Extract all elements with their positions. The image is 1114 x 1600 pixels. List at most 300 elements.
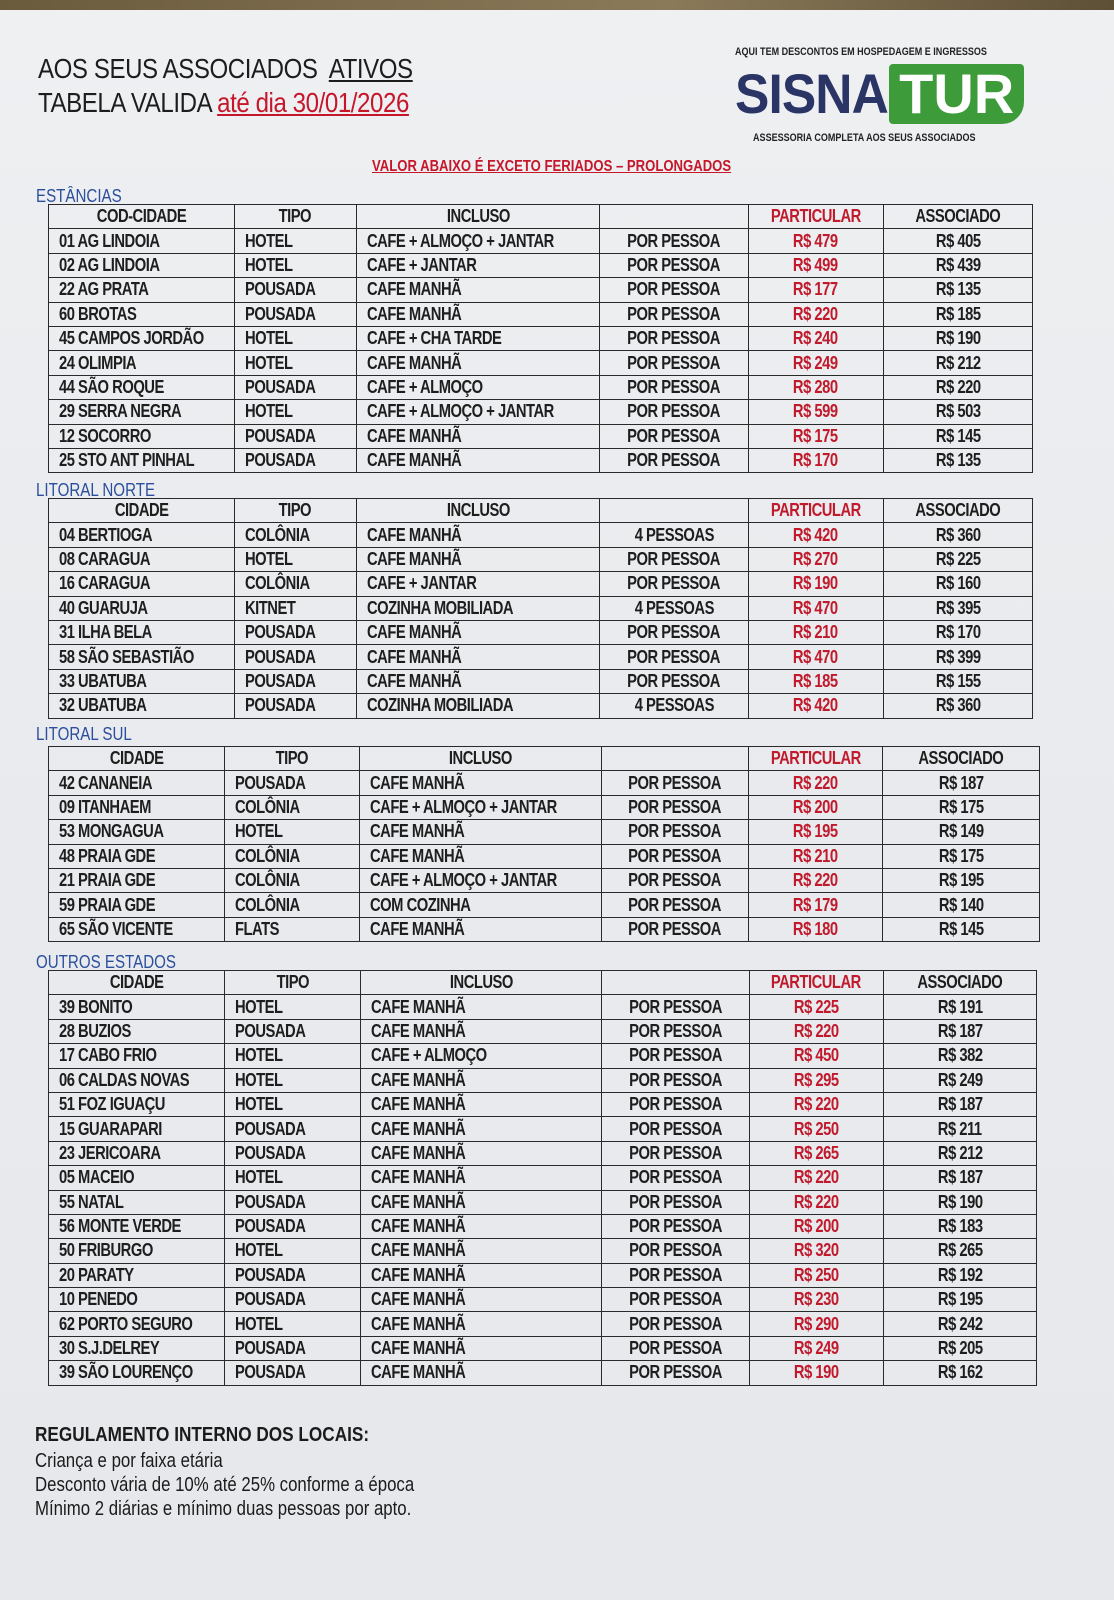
regulations-title: REGULAMENTO INTERNO DOS LOCAIS: bbox=[35, 1424, 370, 1446]
cell-included bbox=[360, 917, 602, 941]
cell-type-text: HOTEL bbox=[235, 1313, 283, 1334]
cell-price-particular-text: R$ 220 bbox=[793, 1020, 839, 1041]
cell-basis bbox=[602, 1263, 749, 1287]
column-header-label: INCLUSO bbox=[449, 972, 513, 993]
cell-price-particular bbox=[749, 1361, 883, 1385]
cell-city bbox=[49, 1336, 225, 1360]
cell-type-text: HOTEL bbox=[235, 1167, 283, 1188]
cell-type-text: POUSADA bbox=[235, 1216, 306, 1237]
column-header-label: PARTICULAR bbox=[770, 748, 861, 769]
cell-city bbox=[49, 844, 225, 868]
cell-city-text: 56 MONTE VERDE bbox=[59, 1216, 181, 1237]
cell-basis-text: POR PESSOA bbox=[629, 1289, 722, 1310]
table-row bbox=[49, 820, 1040, 844]
cell-price-particular-text: R$ 250 bbox=[793, 1118, 839, 1139]
cell-price-associado-text: R$ 140 bbox=[938, 894, 984, 915]
cell-included bbox=[356, 424, 600, 448]
cell-basis bbox=[600, 375, 748, 399]
column-header-label: CIDADE bbox=[114, 500, 169, 521]
cell-included bbox=[360, 1068, 602, 1092]
cell-price-associado-text: R$ 195 bbox=[938, 870, 984, 891]
cell-city bbox=[49, 229, 235, 253]
cell-city bbox=[49, 868, 225, 892]
logo-brand-right: TUR bbox=[889, 64, 1024, 124]
cell-price-particular-text: R$ 220 bbox=[793, 870, 838, 891]
table-row bbox=[49, 326, 1033, 350]
column-header bbox=[600, 205, 748, 229]
cell-basis bbox=[602, 1336, 749, 1360]
cell-price-particular-text: R$ 220 bbox=[793, 1167, 839, 1188]
cell-included-text: CAFE MANHÃ bbox=[370, 1142, 465, 1163]
cell-basis bbox=[600, 424, 748, 448]
section-title: LITORAL SUL bbox=[36, 724, 132, 744]
cell-basis bbox=[601, 820, 748, 844]
column-header bbox=[234, 499, 356, 523]
column-header-label: ASSOCIADO bbox=[917, 972, 1003, 993]
cell-city-text: 48 PRAIA GDE bbox=[59, 845, 156, 866]
cell-price-particular bbox=[749, 1214, 883, 1238]
cell-price-associado bbox=[882, 820, 1039, 844]
cell-type-text: KITNET bbox=[244, 597, 296, 618]
column-header bbox=[49, 747, 225, 771]
cell-basis bbox=[601, 844, 748, 868]
cell-basis bbox=[602, 1214, 749, 1238]
cell-price-particular bbox=[748, 893, 882, 917]
paper-edge bbox=[0, 0, 1114, 10]
cell-basis-text: POR PESSOA bbox=[627, 622, 721, 643]
cell-price-particular bbox=[748, 917, 882, 941]
cell-basis bbox=[601, 893, 748, 917]
table-row bbox=[49, 572, 1033, 596]
cell-type bbox=[225, 1166, 360, 1190]
column-header-label: TIPO bbox=[276, 972, 309, 993]
cell-city-text: 02 AG LINDOIA bbox=[59, 254, 160, 275]
cell-price-particular-text: R$ 220 bbox=[793, 1191, 839, 1212]
cell-price-particular-text: R$ 290 bbox=[793, 1313, 839, 1334]
cell-basis bbox=[600, 326, 748, 350]
cell-city bbox=[49, 1019, 225, 1043]
cell-included-text: CAFE MANHÃ bbox=[366, 622, 461, 643]
table-row bbox=[49, 1312, 1037, 1336]
cell-type-text: HOTEL bbox=[235, 1069, 283, 1090]
table-row bbox=[49, 1141, 1037, 1165]
cell-price-particular-text: R$ 210 bbox=[793, 622, 838, 643]
column-header bbox=[883, 499, 1032, 523]
table-row bbox=[49, 229, 1033, 253]
cell-type bbox=[234, 351, 356, 375]
column-header bbox=[883, 971, 1036, 995]
cell-basis-text: POR PESSOA bbox=[628, 918, 722, 939]
column-header-label: INCLUSO bbox=[446, 500, 510, 521]
cell-price-associado-text: R$ 503 bbox=[935, 401, 981, 422]
cell-price-associado-text: R$ 145 bbox=[935, 425, 981, 446]
cell-price-particular-text: R$ 220 bbox=[793, 303, 838, 324]
cell-type bbox=[225, 1190, 360, 1214]
cell-type-text: HOTEL bbox=[235, 996, 283, 1017]
cell-included bbox=[356, 278, 600, 302]
cell-included bbox=[356, 351, 600, 375]
cell-included bbox=[356, 596, 600, 620]
cell-city-text: 20 PARATY bbox=[59, 1264, 134, 1285]
cell-included-text: CAFE MANHÃ bbox=[370, 918, 465, 939]
cell-basis-text: POR PESSOA bbox=[629, 1191, 722, 1212]
table-row bbox=[49, 547, 1033, 571]
cell-included bbox=[360, 1166, 602, 1190]
cell-city-text: 42 CANANEIA bbox=[59, 772, 153, 793]
cell-city bbox=[49, 375, 235, 399]
cell-price-associado-text: R$ 149 bbox=[938, 821, 984, 842]
cell-price-associado bbox=[883, 1336, 1036, 1360]
cell-basis-text: POR PESSOA bbox=[629, 1264, 722, 1285]
cell-price-associado bbox=[883, 1288, 1036, 1312]
cell-price-particular bbox=[748, 645, 883, 669]
cell-city-text: 45 CAMPOS JORDÃO bbox=[59, 328, 204, 349]
cell-price-particular-text: R$ 200 bbox=[793, 1216, 839, 1237]
cell-included-text: CAFE + ALMOÇO bbox=[366, 376, 483, 397]
cell-price-particular-text: R$ 250 bbox=[793, 1264, 839, 1285]
cell-basis bbox=[600, 400, 748, 424]
cell-basis bbox=[600, 302, 748, 326]
cell-city-text: 39 SÃO LOURENÇO bbox=[59, 1362, 193, 1383]
cell-basis bbox=[600, 620, 748, 644]
cell-included bbox=[356, 326, 600, 350]
header-title: AOS SEUS ASSOCIADOS bbox=[38, 53, 318, 84]
cell-price-particular bbox=[749, 1092, 883, 1116]
cell-basis bbox=[602, 1166, 749, 1190]
column-header bbox=[49, 499, 235, 523]
cell-basis-text: POR PESSOA bbox=[627, 254, 721, 275]
cell-price-particular bbox=[749, 995, 883, 1019]
cell-basis bbox=[601, 868, 748, 892]
cell-price-associado-text: R$ 191 bbox=[937, 996, 983, 1017]
header-line-1 bbox=[38, 52, 413, 86]
cell-city bbox=[49, 1239, 225, 1263]
cell-price-associado-text: R$ 187 bbox=[938, 772, 984, 793]
cell-city-text: 08 CARAGUA bbox=[59, 548, 151, 569]
column-header bbox=[883, 205, 1032, 229]
cell-price-associado bbox=[883, 253, 1032, 277]
cell-basis bbox=[600, 596, 748, 620]
cell-price-particular bbox=[749, 1019, 883, 1043]
cell-city bbox=[49, 1092, 225, 1116]
cell-basis-text: POR PESSOA bbox=[628, 894, 722, 915]
cell-basis-text: POR PESSOA bbox=[629, 1069, 722, 1090]
cell-price-particular-text: R$ 470 bbox=[793, 597, 838, 618]
cell-city-text: 55 NATAL bbox=[59, 1191, 124, 1212]
table-row bbox=[49, 844, 1040, 868]
cell-price-particular bbox=[749, 1263, 883, 1287]
column-header-label: PARTICULAR bbox=[771, 972, 862, 993]
cell-city bbox=[49, 448, 235, 472]
price-table bbox=[48, 204, 1033, 473]
cell-included-text: COZINHA MOBILIADA bbox=[366, 695, 513, 716]
cell-city-text: 60 BROTAS bbox=[59, 303, 137, 324]
cell-included-text: COM COZINHA bbox=[370, 894, 471, 915]
cell-type bbox=[234, 326, 356, 350]
cell-city bbox=[49, 278, 235, 302]
column-header-label: ASSOCIADO bbox=[915, 206, 1001, 227]
cell-type bbox=[234, 278, 356, 302]
cell-price-associado-text: R$ 211 bbox=[937, 1118, 982, 1139]
cell-price-particular-text: R$ 280 bbox=[793, 376, 838, 397]
logo-subtitle: ASSESSORIA COMPLETA AOS SEUS ASSOCIADOS bbox=[753, 132, 976, 144]
cell-included-text: CAFE MANHÃ bbox=[370, 996, 465, 1017]
cell-price-particular bbox=[749, 1166, 883, 1190]
cell-price-particular bbox=[748, 229, 883, 253]
cell-type-text: HOTEL bbox=[244, 328, 293, 349]
cell-price-associado-text: R$ 382 bbox=[937, 1045, 983, 1066]
cell-basis bbox=[600, 523, 748, 547]
cell-basis-text: POR PESSOA bbox=[629, 1094, 722, 1115]
cell-city-text: 15 GUARAPARI bbox=[59, 1118, 162, 1139]
cell-included-text: CAFE MANHÃ bbox=[370, 772, 465, 793]
cell-type bbox=[234, 375, 356, 399]
table-row bbox=[49, 400, 1033, 424]
cell-basis-text: POR PESSOA bbox=[627, 646, 721, 667]
cell-included-text: CAFE MANHÃ bbox=[366, 646, 461, 667]
cell-city bbox=[49, 424, 235, 448]
cell-included bbox=[356, 669, 600, 693]
table-row bbox=[49, 669, 1033, 693]
table-row bbox=[49, 995, 1037, 1019]
cell-city bbox=[49, 795, 225, 819]
cell-price-associado bbox=[883, 1117, 1036, 1141]
cell-city bbox=[49, 326, 235, 350]
section-title: LITORAL NORTE bbox=[36, 480, 156, 500]
cell-price-particular bbox=[748, 375, 883, 399]
cell-price-particular-text: R$ 170 bbox=[793, 450, 838, 471]
cell-price-particular bbox=[749, 1336, 883, 1360]
cell-price-particular bbox=[749, 1044, 883, 1068]
cell-basis-text: POR PESSOA bbox=[627, 425, 721, 446]
column-header bbox=[748, 499, 883, 523]
cell-price-associado bbox=[882, 771, 1039, 795]
cell-included bbox=[360, 771, 602, 795]
cell-city bbox=[49, 820, 225, 844]
cell-price-particular-text: R$ 420 bbox=[793, 524, 838, 545]
cell-type bbox=[225, 795, 360, 819]
cell-city bbox=[49, 523, 235, 547]
cell-price-associado-text: R$ 242 bbox=[937, 1313, 983, 1334]
cell-price-associado-text: R$ 160 bbox=[935, 573, 981, 594]
cell-price-associado bbox=[883, 1166, 1036, 1190]
cell-price-associado bbox=[883, 278, 1032, 302]
cell-price-associado-text: R$ 399 bbox=[935, 646, 981, 667]
cell-type-text: POUSADA bbox=[244, 425, 316, 446]
cell-price-associado bbox=[883, 1361, 1036, 1385]
table-row bbox=[49, 448, 1033, 472]
header-line-2 bbox=[38, 86, 413, 120]
price-table bbox=[48, 498, 1033, 719]
cell-included bbox=[360, 1044, 602, 1068]
cell-price-particular bbox=[748, 694, 883, 718]
cell-price-particular-text: R$ 470 bbox=[793, 646, 838, 667]
cell-price-associado bbox=[883, 547, 1032, 571]
cell-type bbox=[234, 229, 356, 253]
cell-type bbox=[234, 523, 356, 547]
cell-price-associado-text: R$ 175 bbox=[938, 796, 984, 817]
cell-price-particular bbox=[748, 278, 883, 302]
table-row bbox=[49, 1068, 1037, 1092]
cell-city bbox=[49, 1117, 225, 1141]
cell-price-particular bbox=[748, 302, 883, 326]
table-header-row bbox=[49, 499, 1033, 523]
table-row bbox=[49, 1166, 1037, 1190]
cell-included-text: CAFE MANHÃ bbox=[370, 821, 465, 842]
cell-price-associado bbox=[883, 302, 1032, 326]
table-row bbox=[49, 253, 1033, 277]
cell-price-associado bbox=[883, 375, 1032, 399]
cell-price-particular-text: R$ 200 bbox=[793, 796, 838, 817]
cell-included-text: CAFE + ALMOÇO + JANTAR bbox=[366, 401, 554, 422]
cell-basis-text: 4 PESSOAS bbox=[634, 597, 714, 618]
cell-city-text: 65 SÃO VICENTE bbox=[59, 918, 173, 939]
cell-price-associado-text: R$ 395 bbox=[935, 597, 981, 618]
cell-city bbox=[49, 917, 225, 941]
cell-type bbox=[234, 400, 356, 424]
cell-type-text: POUSADA bbox=[244, 279, 316, 300]
cell-basis bbox=[602, 995, 749, 1019]
cell-price-particular bbox=[748, 523, 883, 547]
cell-included-text: CAFE MANHÃ bbox=[370, 1191, 465, 1212]
cell-price-associado-text: R$ 190 bbox=[935, 328, 981, 349]
cell-included-text: CAFE MANHÃ bbox=[366, 352, 461, 373]
column-header bbox=[234, 205, 356, 229]
cell-basis-text: POR PESSOA bbox=[627, 328, 721, 349]
cell-price-particular-text: R$ 249 bbox=[793, 352, 838, 373]
column-header bbox=[748, 747, 882, 771]
cell-city-text: 16 CARAGUA bbox=[59, 573, 151, 594]
cell-price-particular-text: R$ 220 bbox=[793, 772, 838, 793]
table-row bbox=[49, 1019, 1037, 1043]
cell-included bbox=[356, 694, 600, 718]
column-header bbox=[600, 499, 748, 523]
table-row bbox=[49, 771, 1040, 795]
cell-city-text: 50 FRIBURGO bbox=[59, 1240, 153, 1261]
cell-price-particular bbox=[748, 572, 883, 596]
cell-price-associado bbox=[882, 844, 1039, 868]
cell-type-text: COLÔNIA bbox=[244, 573, 310, 594]
cell-type bbox=[225, 1019, 360, 1043]
cell-basis-text: POR PESSOA bbox=[629, 1118, 722, 1139]
column-header-label: CIDADE bbox=[109, 972, 164, 993]
cell-price-associado bbox=[882, 868, 1039, 892]
column-header bbox=[882, 747, 1039, 771]
cell-included-text: CAFE + JANTAR bbox=[366, 573, 477, 594]
cell-city bbox=[49, 400, 235, 424]
cell-included-text: CAFE MANHÃ bbox=[370, 1240, 465, 1261]
cell-type bbox=[225, 1092, 360, 1116]
cell-included bbox=[356, 547, 600, 571]
cell-city-text: 01 AG LINDOIA bbox=[59, 230, 160, 251]
cell-type-text: POUSADA bbox=[235, 1191, 306, 1212]
cell-city bbox=[49, 1141, 225, 1165]
cell-city-text: 25 STO ANT PINHAL bbox=[59, 450, 195, 471]
cell-basis-text: POR PESSOA bbox=[629, 1167, 722, 1188]
cell-city-text: 17 CABO FRIO bbox=[59, 1045, 157, 1066]
cell-city bbox=[49, 645, 235, 669]
cell-type-text: HOTEL bbox=[244, 352, 293, 373]
cell-price-associado bbox=[883, 1019, 1036, 1043]
column-header bbox=[748, 205, 883, 229]
cell-price-associado-text: R$ 190 bbox=[937, 1191, 983, 1212]
cell-price-particular bbox=[749, 1190, 883, 1214]
cell-price-particular bbox=[748, 868, 882, 892]
logo-brand-left: SISNA bbox=[735, 62, 888, 125]
cell-type-text: POUSADA bbox=[235, 1142, 306, 1163]
cell-price-particular bbox=[749, 1312, 883, 1336]
cell-price-associado bbox=[882, 893, 1039, 917]
cell-basis bbox=[602, 1190, 749, 1214]
cell-price-associado-text: R$ 212 bbox=[935, 352, 981, 373]
cell-type bbox=[234, 253, 356, 277]
cell-price-particular-text: R$ 599 bbox=[793, 401, 838, 422]
cell-price-associado-text: R$ 135 bbox=[935, 279, 981, 300]
cell-included bbox=[356, 523, 600, 547]
cell-city-text: 59 PRAIA GDE bbox=[59, 894, 156, 915]
column-header-label: ASSOCIADO bbox=[915, 500, 1001, 521]
cell-basis-text: POR PESSOA bbox=[629, 1313, 722, 1334]
cell-basis-text: POR PESSOA bbox=[629, 1338, 722, 1359]
cell-basis bbox=[602, 1019, 749, 1043]
table-row bbox=[49, 1190, 1037, 1214]
cell-included bbox=[356, 572, 600, 596]
cell-price-associado bbox=[883, 400, 1032, 424]
cell-included bbox=[360, 1239, 602, 1263]
cell-type bbox=[234, 620, 356, 644]
cell-basis bbox=[602, 1288, 749, 1312]
cell-price-associado bbox=[883, 1068, 1036, 1092]
cell-price-particular-text: R$ 240 bbox=[793, 328, 838, 349]
cell-price-associado bbox=[883, 645, 1032, 669]
cell-price-associado-text: R$ 192 bbox=[937, 1264, 983, 1285]
cell-price-associado bbox=[883, 424, 1032, 448]
cell-included-text: CAFE MANHÃ bbox=[366, 450, 461, 471]
cell-price-particular bbox=[748, 620, 883, 644]
column-header bbox=[49, 971, 225, 995]
cell-price-particular-text: R$ 210 bbox=[793, 845, 838, 866]
cell-price-particular-text: R$ 180 bbox=[793, 918, 838, 939]
cell-price-particular bbox=[748, 795, 882, 819]
cell-price-associado bbox=[882, 795, 1039, 819]
cell-included-text: CAFE MANHÃ bbox=[370, 1264, 465, 1285]
cell-basis-text: POR PESSOA bbox=[629, 1020, 722, 1041]
cell-type-text: POUSADA bbox=[235, 1118, 306, 1139]
cell-type bbox=[225, 893, 360, 917]
cell-type bbox=[234, 645, 356, 669]
cell-basis bbox=[602, 1361, 749, 1385]
table-row bbox=[49, 596, 1033, 620]
cell-type bbox=[225, 1141, 360, 1165]
cell-type-text: HOTEL bbox=[235, 1240, 283, 1261]
table-row bbox=[49, 893, 1040, 917]
cell-basis-text: POR PESSOA bbox=[629, 1142, 722, 1163]
cell-price-associado bbox=[883, 326, 1032, 350]
table-row bbox=[49, 302, 1033, 326]
cell-type-text: HOTEL bbox=[244, 401, 293, 422]
table-row bbox=[49, 1239, 1037, 1263]
cell-type bbox=[225, 1214, 360, 1238]
cell-type bbox=[234, 302, 356, 326]
cell-type bbox=[225, 1288, 360, 1312]
cell-basis-text: POR PESSOA bbox=[627, 230, 721, 251]
cell-price-associado bbox=[883, 620, 1032, 644]
cell-city bbox=[49, 620, 235, 644]
cell-price-particular bbox=[748, 448, 883, 472]
cell-city bbox=[49, 1288, 225, 1312]
cell-basis-text: POR PESSOA bbox=[627, 376, 721, 397]
table-row bbox=[49, 1361, 1037, 1385]
